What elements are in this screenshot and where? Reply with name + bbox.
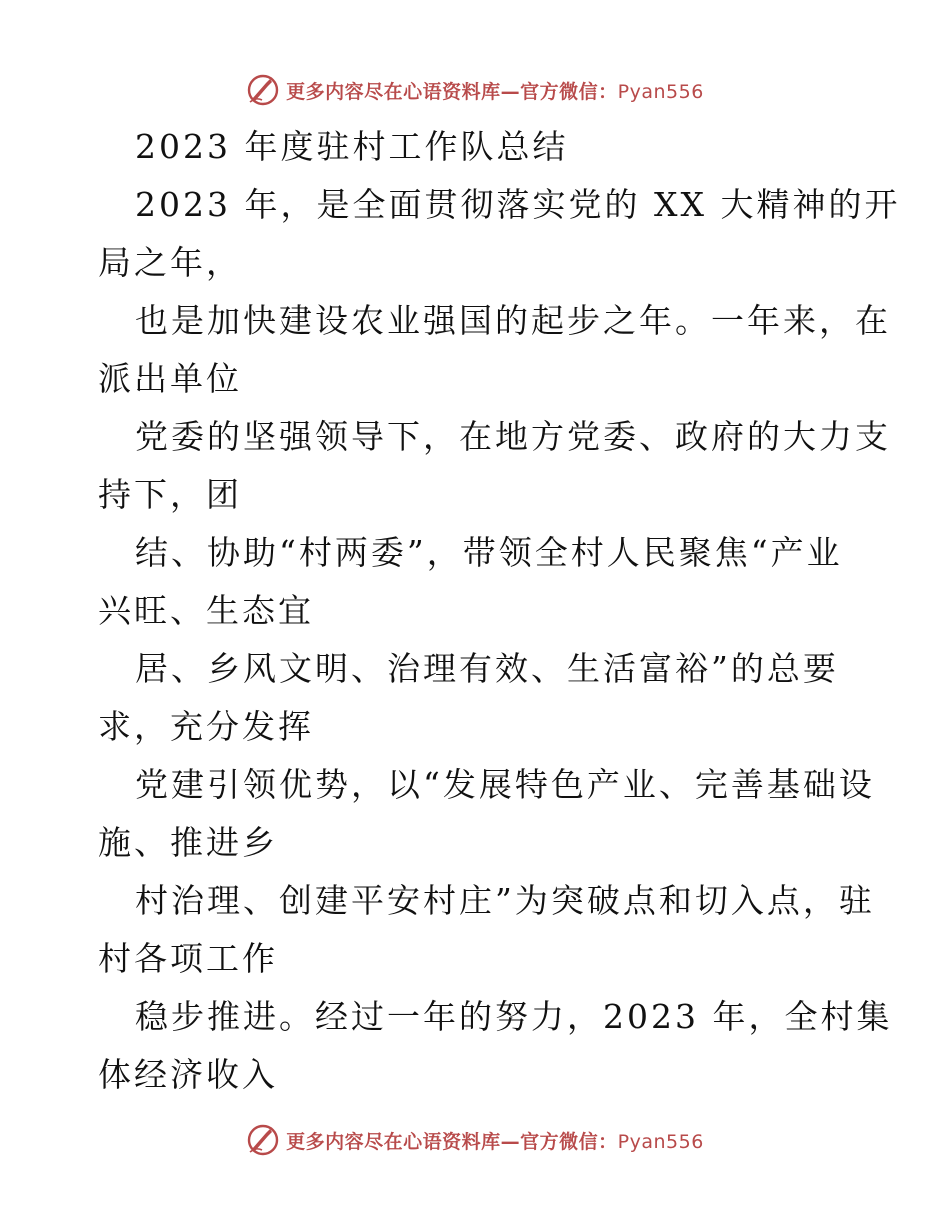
document-line: 施、推进乡	[98, 823, 278, 862]
document-line: 居、乡风文明、治理有效、生活富裕”的总要	[135, 649, 839, 688]
banner-text: 更多内容尽在心语资料库—官方微信：Pyan556	[286, 80, 704, 103]
document-line: 党建引领优势，以“发展特色产业、完善基础设	[135, 765, 875, 804]
document-line: 稳步推进。经过一年的努力，2023 年，全村集	[135, 997, 893, 1036]
footer-watermark-banner	[0, 1120, 950, 1160]
wechat-id: Pyan556	[617, 80, 704, 103]
document-line: 党委的坚强领导下，在地方党委、政府的大力支	[135, 417, 891, 456]
quill-pen-logo-icon	[246, 1123, 280, 1157]
quill-pen-logo-icon	[246, 73, 280, 107]
document-line: 派出单位	[98, 359, 242, 398]
document-line: 结、协助“村两委”，带领全村人民聚焦“产业	[135, 533, 843, 572]
document-line: 村治理、创建平安村庄”为突破点和切入点，驻	[135, 881, 875, 920]
document-line: 求，充分发挥	[98, 707, 314, 746]
document-line: 2023 年度驻村工作队总结	[135, 127, 569, 166]
document-line: 兴旺、生态宜	[98, 591, 314, 630]
document-line: 村各项工作	[98, 939, 278, 978]
document-body	[98, 118, 901, 1104]
document-line: 局之年，	[98, 243, 242, 282]
banner-text: 更多内容尽在心语资料库—官方微信：Pyan556	[286, 1130, 704, 1153]
wechat-id: Pyan556	[617, 1130, 704, 1153]
header-watermark-banner	[0, 70, 950, 110]
document-line: 2023 年，是全面贯彻落实党的 XX 大精神的开	[135, 185, 901, 224]
document-line: 也是加快建设农业强国的起步之年。一年来，在	[135, 301, 891, 340]
document-line: 体经济收入	[98, 1055, 278, 1094]
document-line: 持下，团	[98, 475, 242, 514]
